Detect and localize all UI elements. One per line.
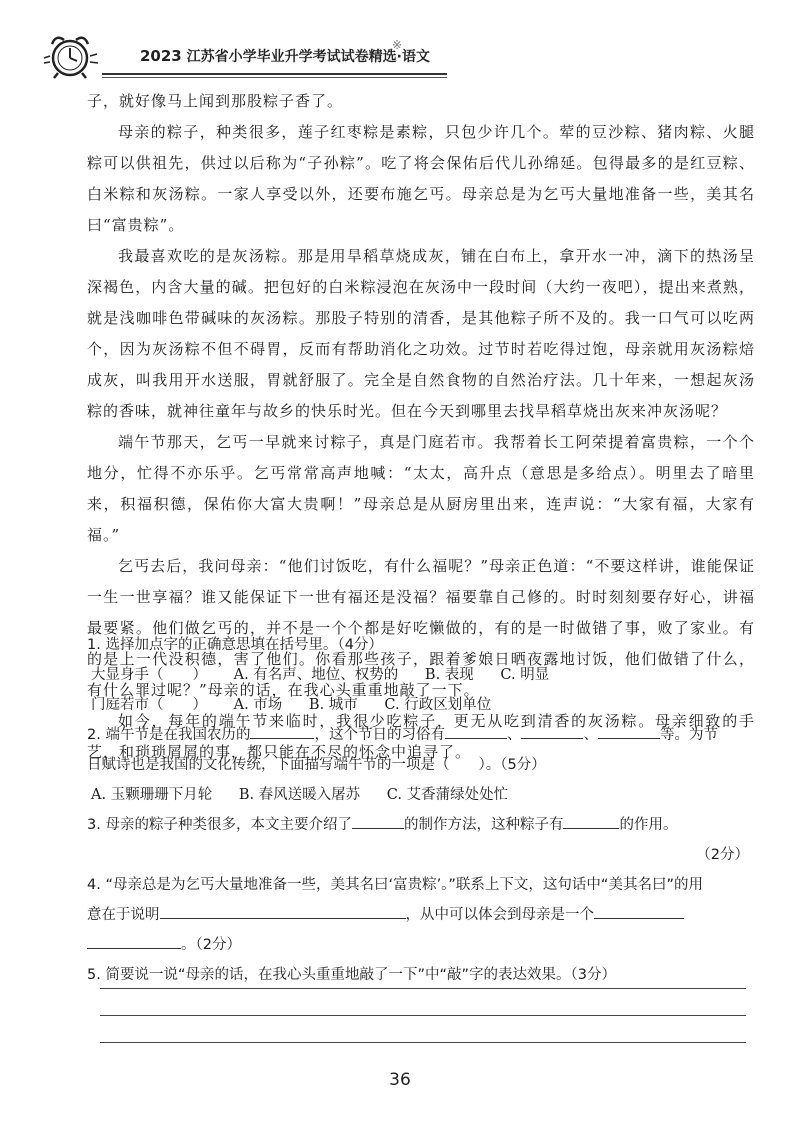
question-4-line-2	[87, 900, 755, 930]
question-2-line-2: 日赋诗也是我国的文化传统，下面描写端午节的一项是（ ）。（5分）	[87, 757, 546, 773]
header-year: 2023	[140, 47, 182, 65]
q2-option-b[interactable]: B. 春风送暖入屠苏	[238, 787, 361, 803]
paragraph-3: 端午节那天，乞丐一早就来讨粽子，真是门庭若市。我帮着长工阿荣提着富贵粽，一个个地分，忙得不亦乐乎。乞丐常常高声地喊：“太太，高升点（意思是多给点）。明里去了暗里来，积福积德，保佑你大富大贵啊！”母亲总是从厨房里出来，连声说：“大家有福，大家有福。”	[87, 433, 755, 544]
question-2-options	[87, 780, 755, 810]
q1-row1-option-a: A. 有名声、地位、权势的	[233, 667, 399, 683]
q2-text-b: ，这个节日的习俗有	[314, 727, 445, 743]
header-rule-thin	[102, 77, 447, 78]
question-1-row-2	[87, 690, 755, 720]
q5-answer-line-1[interactable]	[100, 988, 746, 989]
q1-row2-option-a: A. 市场	[233, 697, 283, 713]
paragraph-2: 我最喜欢吃的是灰汤粽。那是用旱稻草烧成灰，铺在白布上，拿开水一冲，滴下的热汤呈深褐色，内含大量的碱。把包好的白米粽浸泡在灰汤中一段时间（大约一夜吧），提出来煮熟，就是浅咖啡色带碱味的灰汤粽。那股子特别的清香，是其他粽子所不及的。我一口气可以吃两个，因为灰汤粽不但不碍胃，反而有帮助消化之功效。过节时若吃得过饱，母亲就用灰汤粽焙成灰，叫我用开水送服，胃就舒服了。完全是自然食物的自然治疗法。几十年来，一想起灰汤粽的香味，就神往童年与故乡的快乐时光。但在今天到哪里去找旱稻草烧出灰来冲灰汤呢？	[87, 247, 755, 420]
question-5	[87, 960, 755, 990]
paragraph-5: 如今，每年的端午节来临时，我很少吃粽子，更无从吃到清香的灰汤粽。母亲细致的手艺，和琐琐屑屑的事，都只能在不尽的怀念中追寻了。	[87, 712, 755, 761]
question-4	[87, 870, 755, 960]
q2-sep-2: 、	[583, 727, 598, 743]
q1-row2-option-c: C. 行政区划单位	[384, 697, 492, 713]
q2-blank-date[interactable]	[250, 722, 314, 739]
q4-text-b: 意在于说明	[87, 907, 160, 923]
q3-text-c: 的作用。	[619, 817, 678, 833]
q4-text-d: 。（2分）	[181, 937, 241, 953]
q2-text-c: 等。为节	[659, 727, 718, 743]
question-3-line-1	[87, 810, 755, 840]
q1-row1-option-c: C. 明显	[500, 667, 550, 683]
paragraph-0: 子，就好像马上闻到那股粽子香了。	[87, 92, 344, 110]
q2-blank-custom-1[interactable]	[445, 722, 507, 739]
q3-blank-effect[interactable]	[563, 812, 619, 829]
page-header	[42, 28, 762, 80]
question-1-text: 1. 选择加点字的正确意思填在括号里。（4分）	[87, 637, 383, 653]
paragraph-1: 母亲的粽子，种类很多，莲子红枣粽是素粽，只包少许几个。荤的豆沙粽、猪肉粽、火腿粽可以供祖先，供过以后称为“子孙粽”。吃了将会保佑后代儿孙绵延。包得最多的是红豆粽、白米粽和灰汤粽。一家人享受以外，还要布施乞丐。母亲总是为乞丐大量地准备一些，美其名曰“富贵粽”。	[87, 123, 755, 234]
q3-text-a: 3. 母亲的粽子种类很多，本文主要介绍了	[87, 817, 352, 833]
header-mark: ※	[392, 38, 403, 52]
question-1	[87, 630, 755, 720]
q1-row2-option-b: B. 城市	[308, 697, 358, 713]
question-2-line-1	[87, 720, 755, 750]
question-4-line-3	[87, 930, 755, 960]
q3-text-b: 的制作方法，这种粽子有	[403, 817, 564, 833]
q4-blank-character[interactable]	[594, 902, 684, 919]
question-1-row-1	[87, 660, 755, 690]
header-title-text: 江苏省小学毕业升学考试试卷精选·语文	[186, 49, 430, 65]
q5-answer-line-2[interactable]	[100, 1015, 746, 1016]
q1-word-2[interactable]: 门庭若市（ ）	[91, 697, 207, 713]
paragraph-4: 乞丐去后，我问母亲：“他们讨饭吃，有什么福呢？”母亲正色道：“不要这样讲，谁能保证一生一世享福？谁又能保证下一世有福还是没福？福要靠自己修的。时时刻刻要存好心，讲福最要紧。他们做乞丐的，并不是一个个都是好吃懒做的，有的是一时做错了事，败了家业。有的是上一代没积德，害了他们。你看那些孩子，跟着爹娘日晒夜露地讨饭，他们做错了什么，有什么罪过呢？”母亲的话，在我心头重重地敲了一下。	[87, 557, 755, 699]
question-3	[87, 810, 755, 870]
q3-score: （2分）	[696, 847, 749, 863]
q2-sep-1: 、	[506, 727, 522, 743]
q2-option-a[interactable]: A. 玉颗珊珊下月轮	[91, 787, 213, 803]
q2-blank-custom-3[interactable]	[598, 722, 660, 739]
alarm-clock-logo-icon	[42, 28, 100, 80]
q2-option-c[interactable]: C. 艾香蒲绿处处忙	[386, 787, 509, 803]
q2-blank-custom-2[interactable]	[521, 722, 583, 739]
question-4-line-1: 4. “母亲总是为乞丐大量地准备一些，美其名曰‘富贵粽’。”联系上下文，这句话中“美其名曰”的用	[87, 877, 703, 893]
header-rule	[102, 73, 447, 75]
question-5-text: 5. 简要说一说“母亲的话，在我心头重重地敲了一下”中“敲”字的表达效果。（3分）	[87, 967, 616, 983]
q1-word-1[interactable]: 大显身手（ ）	[91, 667, 207, 683]
q2-text-a: 2. 端午节是在我国农历的	[87, 727, 251, 743]
header-title	[140, 46, 430, 66]
questions-section	[87, 630, 755, 990]
q4-text-c: ，从中可以体会到母亲是一个	[405, 907, 594, 923]
q3-blank-type[interactable]	[352, 812, 404, 829]
question-2	[87, 720, 755, 810]
page-number: 36	[389, 1070, 411, 1090]
q5-answer-line-3[interactable]	[100, 1042, 746, 1043]
q4-blank-meaning[interactable]	[160, 902, 406, 919]
q4-blank-character-cont[interactable]	[87, 932, 181, 949]
q1-row1-option-b: B. 表现	[424, 667, 474, 683]
